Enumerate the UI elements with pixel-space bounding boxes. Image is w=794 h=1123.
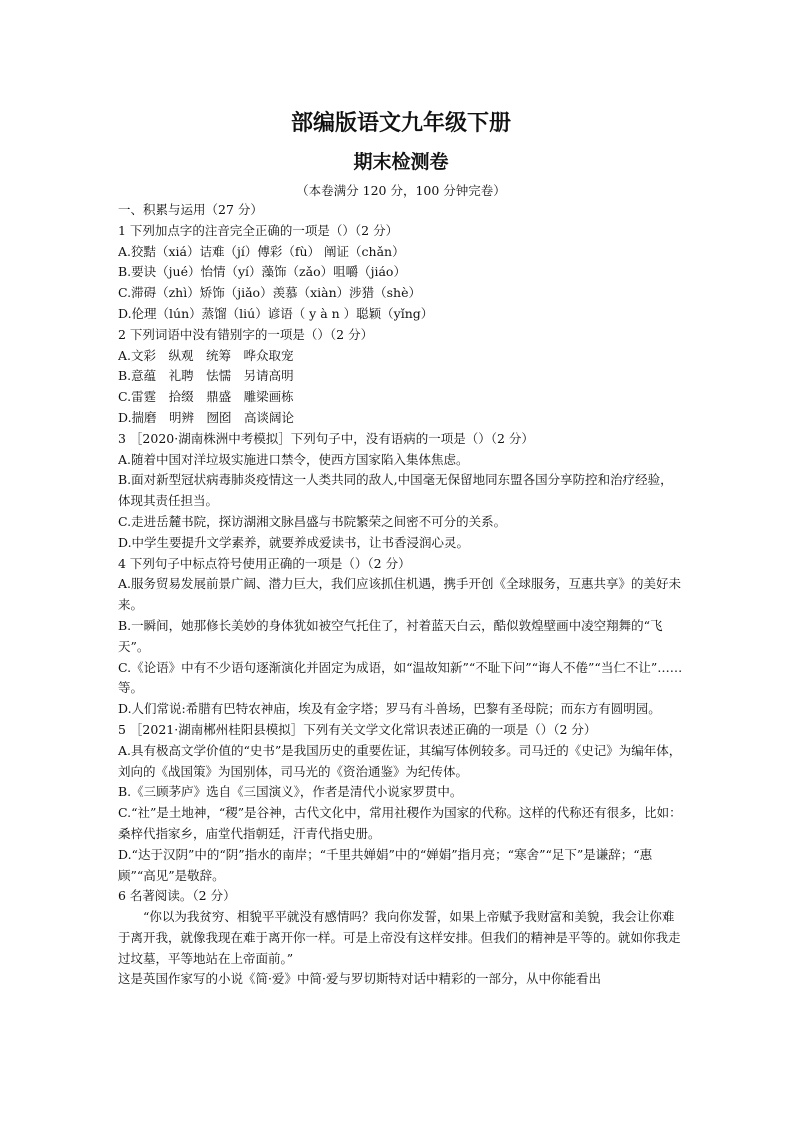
question-5-option-c: C.“社”是土地神，“稷”是谷神，古代文化中，常用社稷作为国家的代称。这样的代称还有很多，比如：桑梓代指家乡，庙堂代指朝廷，汗青代指史册。 bbox=[118, 805, 682, 841]
question-3-option-c: C.走进岳麓书院，探访湖湘文脉昌盛与书院繁荣之间密不可分的关系。 bbox=[118, 513, 507, 529]
question-5-option-b: B.《三顾茅庐》选自《三国演义》，作者是清代小说家罗贯中。 bbox=[118, 784, 463, 800]
question-3-stem: 3 ［2020·湖南株洲中考模拟］下列句子中，没有语病的一项是（）（2 分） bbox=[118, 430, 534, 446]
section-heading: 一、积累与运用（27 分） bbox=[118, 202, 263, 217]
question-2-option-d: D.揣磨 明辨 囫囵 高谈阔论 bbox=[118, 409, 295, 425]
question-5-stem: 5 ［2021·湖南郴州桂阳县模拟］下列有关文学文化常识表述正确的一项是（）（2 分） bbox=[118, 721, 597, 737]
question-1-option-d: D.伦理（lún）蒸馏（liú）谚语（ y à n ）聪颖（yǐng） bbox=[118, 305, 434, 321]
question-2-option-b: B.意蕴 礼聘 怯懦 另请高明 bbox=[118, 368, 294, 384]
question-3-option-d: D.中学生要提升文学素养，就要养成爱读书，让书香浸润心灵。 bbox=[118, 534, 470, 550]
exam-note: （本卷满分 120 分，100 分钟完卷） bbox=[296, 183, 506, 198]
question-1-option-a: A.狡黠（xiá）诘难（jí）傅彩（fù） 阐证（chǎn） bbox=[118, 243, 405, 259]
question-1-option-b: B.要诀（jué）怡情（yí）藻饰（zǎo）咀嚼（jiáo） bbox=[118, 264, 406, 280]
question-2-stem: 2 下列词语中没有错别字的一项是（）（2 分） bbox=[118, 326, 374, 342]
question-4-option-b: B.一瞬间，她那修长美妙的身体犹如被空气托住了，衬着蓝天白云，酷似敦煌壁画中凌空翔舞的“飞天”。 bbox=[118, 617, 663, 654]
question-1-stem: 1 下列加点字的注音完全正确的一项是（）（2 分） bbox=[118, 222, 399, 238]
question-5-option-a: A.具有极高文学价值的“史书”是我国历史的重要佐证，其编写体例较多。司马迁的《史记》为编年体，刘向的《战国策》为国别体，司马光的《资治通鉴》为纪传体。 bbox=[118, 742, 682, 779]
page-subtitle: 期末检测卷 bbox=[353, 151, 449, 173]
exam-body bbox=[118, 200, 684, 990]
question-4-stem: 4 下列句子中标点符号使用正确的一项是（）（2 分） bbox=[118, 555, 411, 571]
question-4-option-a: A.服务贸易发展前景广阔、潜力巨大，我们应该抓住机遇，携手开创《全球服务，互惠共享》的美好未来。 bbox=[118, 576, 682, 613]
question-3-option-a: A.随着中国对洋垃圾实施进口禁令，使西方国家陷入集体焦虑。 bbox=[118, 451, 469, 467]
question-3-option-b: B.面对新型冠状病毒肺炎疫情这一人类共同的敌人,中国毫无保留地同东盟各国分享防控和治疗经验，体现其责任担当。 bbox=[118, 472, 673, 509]
question-6-stem: 6 名著阅读。（2 分） bbox=[118, 888, 236, 904]
question-6-quote: “你以为我贫穷、相貌平平就没有感情吗？我向你发誓，如果上帝赋予我财富和美貌，我会让你难于离开我，就像我现在难于离开你一样。可是上帝没有这样安排。但我们的精神是平等的。就如你我走过坟墓，平等地站在上帝面前。” bbox=[118, 909, 681, 966]
question-4-option-c: C.《论语》中有不少语句逐渐演化并固定为成语，如“温故知新”“不耻下问”“诲人不倦”“当仁不让”……等。 bbox=[118, 659, 683, 696]
question-4-option-d: D.人们常说:希腊有巴特农神庙，埃及有金字塔；罗马有斗兽场，巴黎有圣母院；而东方有圆明园。 bbox=[118, 701, 661, 717]
question-1-option-c: C.滞碍（zhì）矫饰（jiǎo）羡慕（xiàn）涉猎（shè） bbox=[118, 285, 421, 301]
question-5-option-d: D.“达于汉阴”中的“阴”指水的南岸；“千里共婵娟”中的“婵娟”指月亮；“寒舍”“足下”是谦辞；“惠顾”“高见”是敬辞。 bbox=[118, 846, 653, 883]
page-title: 部编版语文九年级下册 bbox=[290, 110, 511, 136]
question-2-option-c: C.雷霆 拾缀 鼎盛 雕梁画栋 bbox=[118, 389, 294, 405]
question-6-text: 这是英国作家写的小说《简·爱》中简·爱与罗切斯特对话中精彩的一部分，从中你能看出 bbox=[118, 971, 601, 987]
question-2-option-a: A.文彩 纵观 统筹 哗众取宠 bbox=[118, 347, 294, 363]
